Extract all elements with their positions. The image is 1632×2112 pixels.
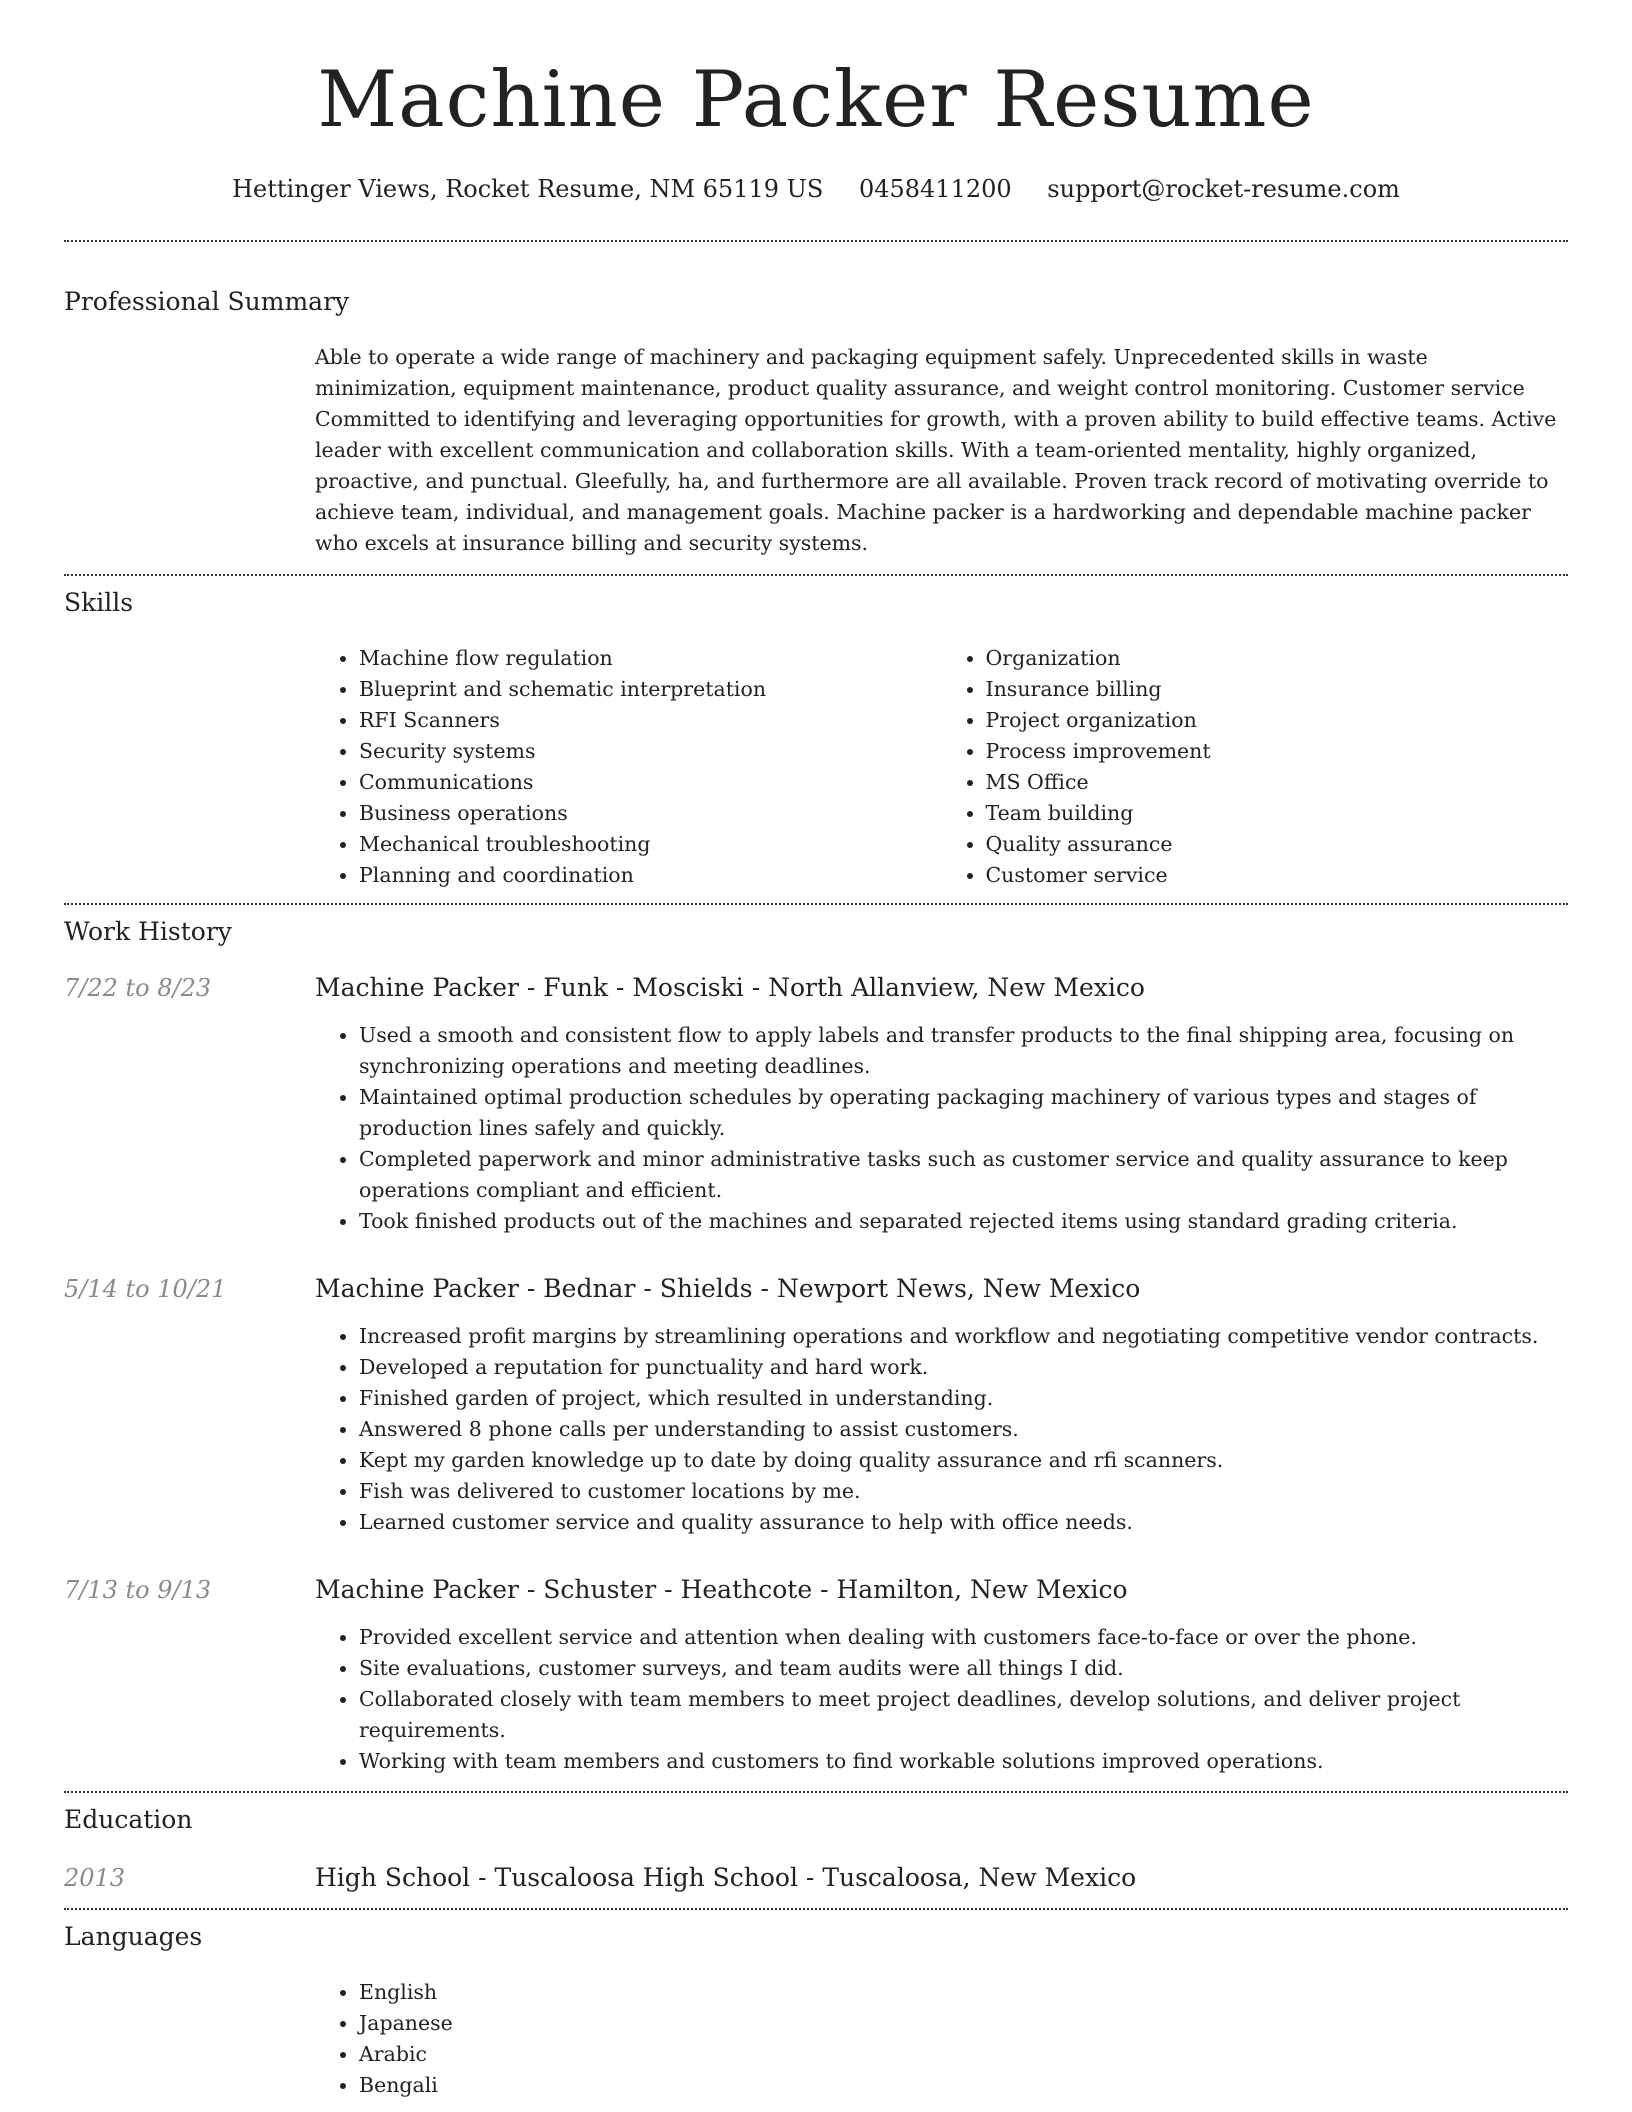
job-bullets xyxy=(315,1321,1568,1538)
job-bullets xyxy=(315,1020,1568,1237)
section-divider xyxy=(64,1791,1568,1793)
education-entry xyxy=(64,1861,1568,1895)
skill-item: • Business operations xyxy=(359,798,942,829)
job-dates: 5/14 to 10/21 xyxy=(64,1275,227,1303)
languages-list xyxy=(315,1977,1568,2101)
resume-title: Machine Packer Resume xyxy=(317,55,1315,145)
job-bullet: • Took finished products out of the machines and separated rejected items using standard grading criteria. xyxy=(359,1206,1568,1237)
job-details xyxy=(315,971,1568,1237)
job-bullet: • Maintained optimal production schedules by operating packaging machinery of various types and stages of production lines safely and quickly. xyxy=(359,1082,1568,1144)
job-dates: 7/13 to 9/13 xyxy=(64,1576,212,1604)
skills-column-left xyxy=(315,643,942,891)
skill-item: • Blueprint and schematic interpretation xyxy=(359,674,942,705)
skill-item: • Security systems xyxy=(359,736,942,767)
language-item: • English xyxy=(359,1977,1568,2008)
job-dates: 7/22 to 8/23 xyxy=(64,974,212,1002)
skills-list xyxy=(315,643,1568,891)
job-bullet: • Fish was delivered to customer locations by me. xyxy=(359,1476,1568,1507)
skills-column-right xyxy=(942,643,1569,891)
skill-item: • RFI Scanners xyxy=(359,705,942,736)
job-bullet: • Working with team members and customers to find workable solutions improved operations. xyxy=(359,1746,1568,1777)
job-bullet: • Used a smooth and consistent flow to apply labels and transfer products to the final shipping area, focusing on synchronizing operations and meeting deadlines. xyxy=(359,1020,1568,1082)
job-entry xyxy=(64,1272,1568,1538)
job-bullet: • Kept my garden knowledge up to date by doing quality assurance and rfi scanners. xyxy=(359,1445,1568,1476)
section-divider xyxy=(64,903,1568,905)
skill-item: • Quality assurance xyxy=(986,829,1569,860)
contact-address: Hettinger Views, Rocket Resume, NM 65119 US xyxy=(232,175,824,203)
job-entry xyxy=(64,1573,1568,1777)
contact-email: support@rocket-resume.com xyxy=(1047,175,1400,203)
skill-item: • Machine flow regulation xyxy=(359,643,942,674)
job-bullet: • Site evaluations, customer surveys, and team audits were all things I did. xyxy=(359,1653,1568,1684)
job-bullet: • Developed a reputation for punctuality and hard work. xyxy=(359,1352,1568,1383)
job-details xyxy=(315,1272,1568,1538)
skill-item: • Team building xyxy=(986,798,1569,829)
skill-item: • Project organization xyxy=(986,705,1569,736)
education-title: High School - Tuscaloosa High School - Tuscaloosa, New Mexico xyxy=(315,1863,1137,1892)
skills-heading: Skills xyxy=(64,588,134,617)
job-entry xyxy=(64,971,1568,1237)
contact-phone: 0458411200 xyxy=(858,175,1012,203)
job-title: Machine Packer - Schuster - Heathcote - Hamilton, New Mexico xyxy=(315,1575,1128,1604)
job-bullets xyxy=(315,1622,1568,1777)
languages-bullets xyxy=(315,1977,1568,2101)
skill-item: • Organization xyxy=(986,643,1569,674)
language-item: • Arabic xyxy=(359,2039,1568,2070)
language-item: • Bengali xyxy=(359,2070,1568,2101)
job-details xyxy=(315,1573,1568,1777)
job-bullet: • Collaborated closely with team members to meet project deadlines, develop solutions, and deliver project requirements. xyxy=(359,1684,1568,1746)
summary-text: Able to operate a wide range of machinery and packaging equipment safely. Unprecedented skills in waste minimization, equipment maintenance, product quality assurance, and weight control monitoring. Customer service Committed to identifying and leveraging opportunities for growth, with a proven ability to build effective teams. Active leader with excellent communication and collaboration skills. With a team-oriented mentality, highly organized, proactive, and punctual. Gleefully, ha, and furthermore are all available. Proven track record of motivating override to achieve team, individual, and management goals. Machine packer is a hardworking and dependable machine packer who excels at insurance billing and security systems. xyxy=(315,345,1557,555)
job-title: Machine Packer - Funk - Mosciski - North Allanview, New Mexico xyxy=(315,973,1145,1002)
job-bullet: • Learned customer service and quality assurance to help with office needs. xyxy=(359,1507,1568,1538)
work-history-heading: Work History xyxy=(64,917,232,946)
section-divider xyxy=(64,240,1568,242)
skill-item: • Planning and coordination xyxy=(359,860,942,891)
summary-heading: Professional Summary xyxy=(64,287,350,316)
contact-line xyxy=(64,172,1568,206)
language-item: • Japanese xyxy=(359,2008,1568,2039)
job-bullet: • Increased profit margins by streamlining operations and workflow and negotiating competitive vendor contracts. xyxy=(359,1321,1568,1352)
job-bullet: • Provided excellent service and attention when dealing with customers face-to-face or over the phone. xyxy=(359,1622,1568,1653)
job-bullet: • Finished garden of project, which resulted in understanding. xyxy=(359,1383,1568,1414)
education-heading: Education xyxy=(64,1805,193,1834)
languages-heading: Languages xyxy=(64,1922,203,1951)
education-year: 2013 xyxy=(64,1864,126,1892)
skill-item: • Communications xyxy=(359,767,942,798)
section-divider xyxy=(64,574,1568,576)
section-divider xyxy=(64,1908,1568,1910)
skill-item: • Customer service xyxy=(986,860,1569,891)
skill-item: • Insurance billing xyxy=(986,674,1569,705)
job-bullet: • Answered 8 phone calls per understanding to assist customers. xyxy=(359,1414,1568,1445)
skill-item: • Mechanical troubleshooting xyxy=(359,829,942,860)
skill-item: • MS Office xyxy=(986,767,1569,798)
job-title: Machine Packer - Bednar - Shields - Newport News, New Mexico xyxy=(315,1274,1141,1303)
job-bullet: • Completed paperwork and minor administrative tasks such as customer service and quality assurance to keep operations compliant and efficient. xyxy=(359,1144,1568,1206)
skill-item: • Process improvement xyxy=(986,736,1569,767)
